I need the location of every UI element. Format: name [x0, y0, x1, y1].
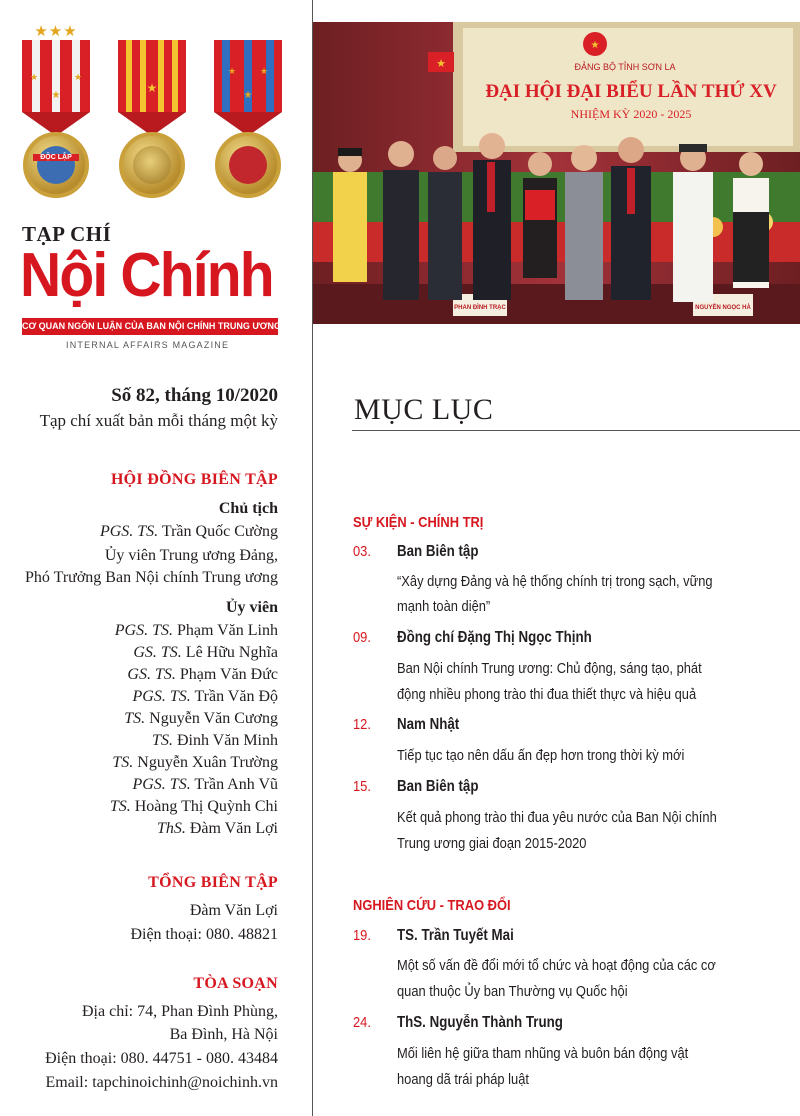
toc-article-title[interactable]: mạnh toàn diện”	[397, 598, 491, 615]
congress-photo	[313, 22, 800, 324]
office-phone: Điện thoại: 080. 44751 - 080. 43484	[45, 1050, 278, 1067]
issue-frequency: Tạp chí xuất bản mỗi tháng một kỳ	[39, 411, 278, 430]
toc-article-title[interactable]: Một số vấn đề đổi mới tổ chức và hoạt động của các cơ	[397, 957, 716, 974]
magazine-slogan: CƠ QUAN NGÔN LUẬN CỦA BAN NỘI CHÍNH TRUNG ƯƠNG	[22, 318, 278, 335]
toc-author[interactable]: Ban Biên tập	[397, 778, 479, 795]
toc-article-title[interactable]: Trung ương giai đoạn 2015-2020	[397, 835, 587, 852]
chair-role-1: Ủy viên Trung ương Đảng,	[104, 547, 278, 564]
photo-name-card-left: PHAN ĐÌNH TRẠC	[454, 305, 506, 311]
coin-label: ĐỘC LẬP	[33, 154, 79, 161]
toc-article-title[interactable]: hoang dã trái pháp luật	[397, 1071, 529, 1088]
issue-number: Số 82, tháng 10/2020	[111, 385, 278, 406]
board-member: PGS. TS. Trần Anh Vũ	[132, 776, 278, 793]
toc-article-title[interactable]: “Xây dựng Đảng và hệ thống chính trị trong sạch, vững	[397, 573, 713, 590]
svg-text:★: ★	[259, 66, 269, 76]
editor-name: Đàm Văn Lợi	[189, 902, 278, 919]
toc-author[interactable]: Nam Nhật	[397, 716, 460, 733]
toc-article-title[interactable]: động nhiều phong trào thi đua thiết thực và hiệu quả	[397, 686, 697, 703]
board-member: ThS. Đàm Văn Lợi	[156, 820, 278, 837]
office-address-2: Ba Đình, Hà Nội	[169, 1026, 278, 1043]
svg-text:★: ★	[146, 81, 158, 95]
toc-article-title[interactable]: Kết quả phong trào thi đua yêu nước của Ban Nội chính	[397, 809, 717, 826]
lao-dong-medal-icon	[210, 14, 286, 214]
toc-article-title[interactable]: Ban Nội chính Trung ương: Chủ động, sáng tạo, phát	[397, 660, 702, 677]
toc-section-heading: NGHIÊN CỨU - TRAO ĐỔI	[353, 897, 511, 914]
toc-page-number[interactable]: 15.	[353, 778, 371, 795]
toc-page-number[interactable]: 19.	[353, 927, 371, 944]
editor-phone: Điện thoại: 080. 48821	[130, 926, 278, 943]
doc-lap-medal-icon: ★★★ ★ ★ ★ ĐỘC LẬP	[18, 14, 94, 214]
chair-label: Chủ tịch	[218, 500, 278, 517]
board-member: TS. Nguyễn Văn Cương	[124, 710, 278, 727]
photo-banner-term: NHIỆM KỲ 2020 - 2025	[570, 107, 692, 121]
toc-article-title[interactable]: Mối liên hệ giữa tham nhũng và buôn bán động vật	[397, 1045, 689, 1062]
ho-chi-minh-medal-icon	[114, 14, 190, 214]
svg-text:★: ★	[51, 90, 61, 101]
toc-title: MỤC LỤC	[354, 393, 494, 426]
office-address-1: Địa chỉ: 74, Phan Đình Phùng,	[82, 1003, 278, 1020]
toc-author[interactable]: Ban Biên tập	[397, 543, 479, 560]
masthead-column	[0, 0, 308, 1116]
photo-banner-title: ĐẠI HỘI ĐẠI BIỂU LẦN THỨ XV	[485, 81, 777, 102]
toc-page-number[interactable]: 12.	[353, 716, 371, 733]
svg-text:★: ★	[590, 40, 600, 51]
toc-section-heading: SỰ KIỆN - CHÍNH TRỊ	[353, 514, 484, 531]
board-member: PGS. TS. Trần Văn Độ	[132, 688, 278, 705]
svg-text:★: ★	[73, 72, 83, 82]
chair-role-2: Phó Trưởng Ban Nội chính Trung ương	[25, 569, 278, 586]
magazine-name: Nội Chính	[20, 241, 273, 310]
toc-author[interactable]: ThS. Nguyễn Thành Trung	[397, 1014, 563, 1031]
office-email[interactable]: Email: tapchinoichinh@noichinh.vn	[45, 1074, 278, 1091]
board-member: GS. TS. Phạm Văn Đức	[127, 666, 278, 683]
toc-article-title[interactable]: quan thuộc Ủy ban Thường vụ Quốc hội	[397, 983, 628, 1000]
svg-text:★: ★	[436, 58, 446, 70]
svg-text:★: ★	[227, 66, 237, 76]
board-member: GS. TS. Lê Hữu Nghĩa	[133, 644, 278, 661]
photo-name-card-right: NGUYỄN NGỌC HÀ	[695, 305, 751, 311]
medals-group	[18, 14, 288, 214]
board-member: PGS. TS. Phạm Văn Linh	[114, 622, 278, 639]
board-member: TS. Nguyễn Xuân Trường	[112, 754, 278, 771]
svg-text:★: ★	[243, 90, 253, 101]
toc-page-number[interactable]: 24.	[353, 1014, 371, 1031]
board-heading: HỘI ĐỒNG BIÊN TẬP	[110, 471, 278, 488]
magazine-english-name: INTERNAL AFFAIRS MAGAZINE	[66, 340, 230, 350]
toc-author[interactable]: TS. Trần Tuyết Mai	[397, 927, 514, 944]
members-label: Ủy viên	[226, 599, 278, 616]
svg-text:★: ★	[29, 72, 39, 82]
board-member: TS. Đinh Văn Minh	[152, 732, 278, 749]
photo-banner-small: ĐẢNG BỘ TỈNH SƠN LA	[574, 62, 676, 72]
office-heading: TÒA SOẠN	[193, 975, 278, 992]
toc-page-number[interactable]: 03.	[353, 543, 371, 560]
toc-author[interactable]: Đồng chí Đặng Thị Ngọc Thịnh	[397, 629, 592, 646]
editor-heading: TỔNG BIÊN TẬP	[148, 874, 278, 891]
toc-rule	[352, 430, 800, 431]
board-member: TS. Hoàng Thị Quỳnh Chi	[109, 798, 278, 815]
chair-name: PGS. TS. Trần Quốc Cường	[99, 523, 278, 540]
toc-article-title[interactable]: Tiếp tục tạo nên dấu ấn đẹp hơn trong thời kỳ mới	[397, 747, 685, 764]
toc-page-number[interactable]: 09.	[353, 629, 371, 646]
magazine-prefix: TẠP CHÍ	[22, 222, 112, 246]
